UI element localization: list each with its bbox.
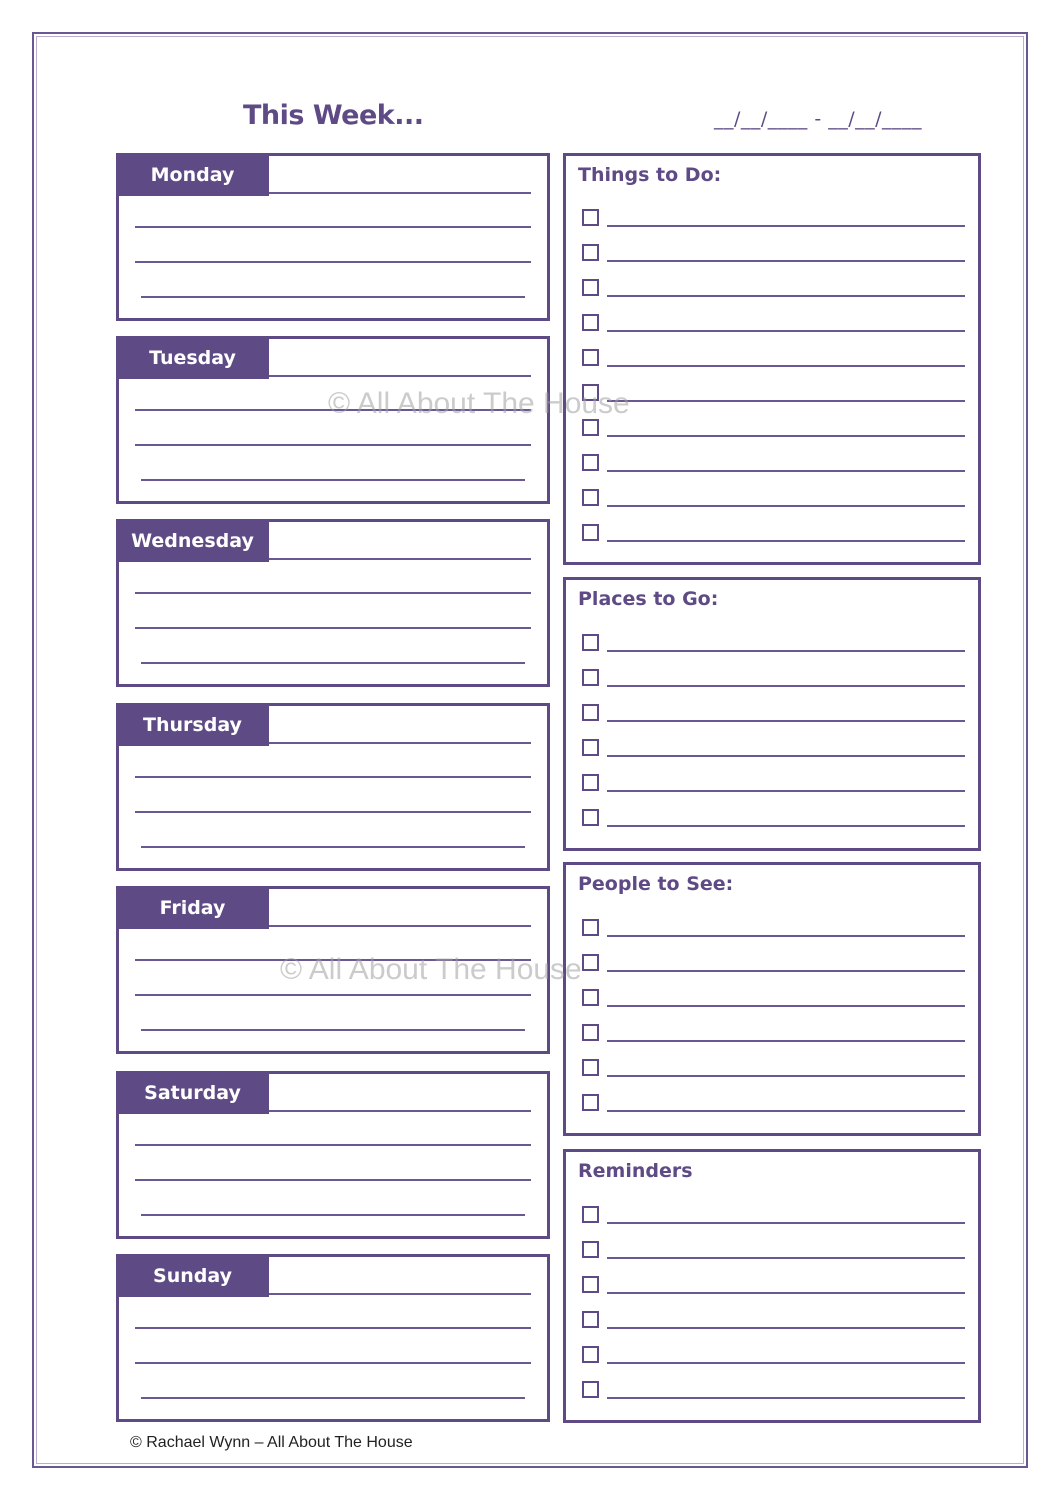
checkbox[interactable] xyxy=(582,1024,599,1041)
day-box-wednesday xyxy=(116,519,550,687)
list-item xyxy=(566,349,978,384)
write-line[interactable] xyxy=(607,825,965,827)
checkbox[interactable] xyxy=(582,1311,599,1328)
watermark-text: © All About The House xyxy=(280,953,582,986)
day-line[interactable] xyxy=(135,1144,531,1146)
write-line[interactable] xyxy=(607,755,965,757)
write-line[interactable] xyxy=(607,225,965,227)
day-line[interactable] xyxy=(135,592,531,594)
checkbox[interactable] xyxy=(582,1381,599,1398)
checkbox[interactable] xyxy=(582,1059,599,1076)
list-heading: Things to Do: xyxy=(578,164,722,186)
day-line[interactable] xyxy=(141,662,525,664)
checkbox[interactable] xyxy=(582,704,599,721)
checkbox[interactable] xyxy=(582,1241,599,1258)
day-line[interactable] xyxy=(135,1327,531,1329)
checkbox[interactable] xyxy=(582,1206,599,1223)
write-line[interactable] xyxy=(607,1005,965,1007)
list-item xyxy=(566,244,978,279)
write-line[interactable] xyxy=(607,365,965,367)
checkbox[interactable] xyxy=(582,1094,599,1111)
checkbox[interactable] xyxy=(582,919,599,936)
checkbox[interactable] xyxy=(582,349,599,366)
list-item xyxy=(566,1094,978,1129)
day-line[interactable] xyxy=(269,192,531,194)
day-label-wednesday: Wednesday xyxy=(116,519,269,562)
watermark-text: © All About The House xyxy=(328,387,630,420)
checkbox[interactable] xyxy=(582,739,599,756)
day-line[interactable] xyxy=(135,444,531,446)
write-line[interactable] xyxy=(607,400,965,402)
list-reminders xyxy=(563,1149,981,1423)
checkbox[interactable] xyxy=(582,244,599,261)
checkbox[interactable] xyxy=(582,669,599,686)
day-line[interactable] xyxy=(141,846,525,848)
write-line[interactable] xyxy=(607,685,965,687)
day-line[interactable] xyxy=(141,1397,525,1399)
write-line[interactable] xyxy=(607,1362,965,1364)
checkbox[interactable] xyxy=(582,524,599,541)
checkbox[interactable] xyxy=(582,1276,599,1293)
list-item xyxy=(566,1381,978,1416)
day-line[interactable] xyxy=(135,776,531,778)
list-item xyxy=(566,1311,978,1346)
day-box-thursday xyxy=(116,703,550,871)
list-item xyxy=(566,419,978,454)
list-item xyxy=(566,704,978,739)
day-line[interactable] xyxy=(135,1179,531,1181)
list-item xyxy=(566,809,978,844)
day-line[interactable] xyxy=(141,1214,525,1216)
day-label-friday: Friday xyxy=(116,886,269,929)
write-line[interactable] xyxy=(607,1397,965,1399)
write-line[interactable] xyxy=(607,935,965,937)
write-line[interactable] xyxy=(607,295,965,297)
day-line[interactable] xyxy=(269,1110,531,1112)
day-line[interactable] xyxy=(135,226,531,228)
write-line[interactable] xyxy=(607,505,965,507)
list-places-to-go xyxy=(563,577,981,851)
day-line[interactable] xyxy=(269,925,531,927)
checkbox[interactable] xyxy=(582,954,599,971)
write-line[interactable] xyxy=(607,1075,965,1077)
write-line[interactable] xyxy=(607,720,965,722)
day-line[interactable] xyxy=(141,479,525,481)
list-item xyxy=(566,314,978,349)
write-line[interactable] xyxy=(607,1292,965,1294)
day-label-sunday: Sunday xyxy=(116,1254,269,1297)
list-item xyxy=(566,774,978,809)
write-line[interactable] xyxy=(607,790,965,792)
checkbox[interactable] xyxy=(582,809,599,826)
list-item xyxy=(566,669,978,704)
day-line[interactable] xyxy=(135,811,531,813)
write-line[interactable] xyxy=(607,970,965,972)
checkbox[interactable] xyxy=(582,634,599,651)
checkbox[interactable] xyxy=(582,489,599,506)
day-box-saturday xyxy=(116,1071,550,1239)
day-line[interactable] xyxy=(269,742,531,744)
day-line[interactable] xyxy=(135,994,531,996)
day-line[interactable] xyxy=(141,296,525,298)
date-range-field[interactable]: __/__/____ - __/__/____ xyxy=(714,108,923,130)
checkbox[interactable] xyxy=(582,279,599,296)
list-item xyxy=(566,1024,978,1059)
list-item xyxy=(566,954,978,989)
list-item xyxy=(566,1059,978,1094)
checkbox[interactable] xyxy=(582,419,599,436)
write-line[interactable] xyxy=(607,1222,965,1224)
list-item xyxy=(566,1206,978,1241)
list-item xyxy=(566,1276,978,1311)
day-box-monday xyxy=(116,153,550,321)
day-line[interactable] xyxy=(135,627,531,629)
list-item xyxy=(566,489,978,524)
day-box-sunday xyxy=(116,1254,550,1422)
list-heading: Reminders xyxy=(578,1160,693,1182)
list-item xyxy=(566,919,978,954)
day-line[interactable] xyxy=(269,1293,531,1295)
list-things-to-do xyxy=(563,153,981,565)
list-item xyxy=(566,739,978,774)
checkbox[interactable] xyxy=(582,209,599,226)
list-item xyxy=(566,454,978,489)
list-heading: Places to Go: xyxy=(578,588,719,610)
day-line[interactable] xyxy=(269,375,531,377)
day-line[interactable] xyxy=(135,1362,531,1364)
list-item xyxy=(566,1241,978,1276)
write-line[interactable] xyxy=(607,650,965,652)
write-line[interactable] xyxy=(607,435,965,437)
day-line[interactable] xyxy=(269,558,531,560)
day-label-monday: Monday xyxy=(116,153,269,196)
write-line[interactable] xyxy=(607,1040,965,1042)
day-label-tuesday: Tuesday xyxy=(116,336,269,379)
checkbox[interactable] xyxy=(582,1346,599,1363)
write-line[interactable] xyxy=(607,1257,965,1259)
list-item xyxy=(566,989,978,1024)
list-item xyxy=(566,524,978,559)
checkbox[interactable] xyxy=(582,989,599,1006)
write-line[interactable] xyxy=(607,1327,965,1329)
day-line[interactable] xyxy=(141,1029,525,1031)
list-people-to-see xyxy=(563,862,981,1136)
day-label-saturday: Saturday xyxy=(116,1071,269,1114)
list-heading: People to See: xyxy=(578,873,734,895)
write-line[interactable] xyxy=(607,540,965,542)
checkbox[interactable] xyxy=(582,774,599,791)
write-line[interactable] xyxy=(607,260,965,262)
list-item xyxy=(566,209,978,244)
day-label-thursday: Thursday xyxy=(116,703,269,746)
list-item xyxy=(566,1346,978,1381)
write-line[interactable] xyxy=(607,330,965,332)
copyright-footer: © Rachael Wynn – All About The House xyxy=(130,1434,413,1451)
checkbox[interactable] xyxy=(582,454,599,471)
day-line[interactable] xyxy=(135,261,531,263)
write-line[interactable] xyxy=(607,470,965,472)
write-line[interactable] xyxy=(607,1110,965,1112)
checkbox[interactable] xyxy=(582,314,599,331)
list-item xyxy=(566,279,978,314)
list-item xyxy=(566,634,978,669)
page-title: This Week... xyxy=(243,100,424,131)
